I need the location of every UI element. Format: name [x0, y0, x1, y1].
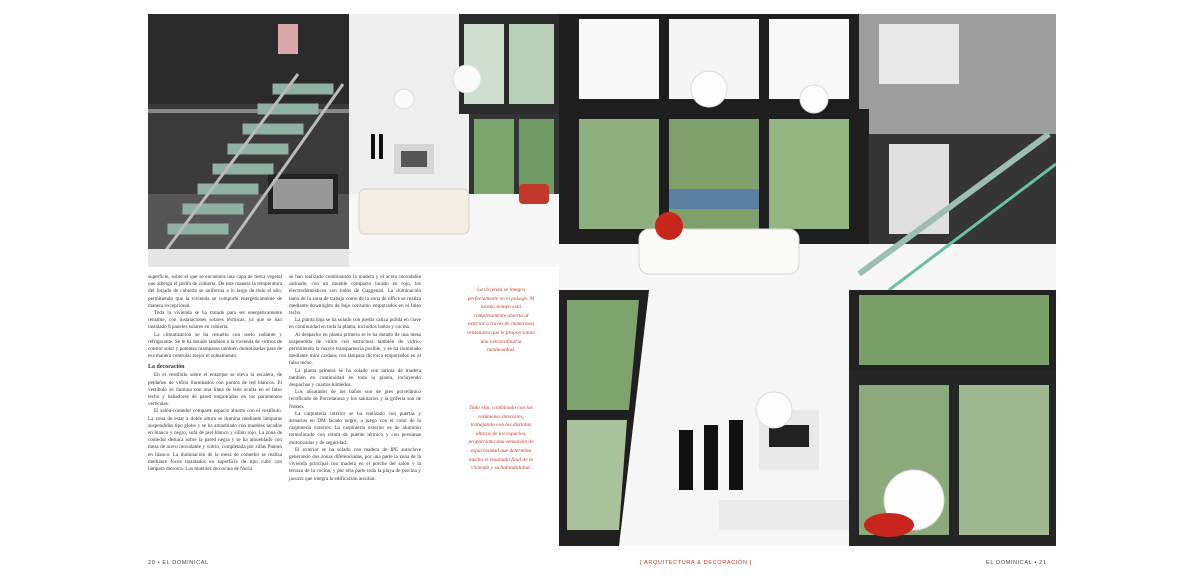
- paragraph: En el vestíbulo sobre el entarque se eleva la escalera, de peldaños de vidrio iluminados con puntos de led blancos. El vestíbulo se ilumina con una línea de leds oculta en el falso techo y bañadores de pared empotrados en los paramentos verticales.: [148, 372, 282, 408]
- photo-staircase: [148, 14, 349, 267]
- paragraph: La climatización se ha resuelto con suelo radiante y refrigerante. Se le ha dotado también a la vivienda de vidrios de control solar y potentes mamparas también domotizadas para de esa manera controlar mejor el soleamiento.: [148, 331, 282, 360]
- paragraph: El salón-comedor comparte espacio abierto con el vestíbulo. La zona de estar a doble altura se ilumina mediante lámparas suspendidas tipo globo y se ha amueblado con muebles lacados en blanco y negro, sofá de piel blanco y sillón rojo. La zona de comedor destaca sobre la pared negra y se ha amueblado con mesa de acero inoxidable y vidrio, completada por sillas Panton en blanco. La iluminación de la mesa de comedor se realiza mediante focos instalados en superficie de tipo cubo con lámpara dicroica. Los muebles de cocina de Nuria: [148, 408, 282, 473]
- paragraph: Al despacho en planta primera se le ha dotado de una mesa suspendida de vidrio con estructura también de vidrio, permitiendo la mayor transparencia posible, y se ha iluminado mediante mini cardans con lámpara dicroica empotrados en el falso techo.: [289, 331, 421, 367]
- folio-left: 20 • EL DOMINICAL: [148, 560, 209, 566]
- section-heading: La decoración: [148, 364, 185, 371]
- photo-salon-from-above: [559, 290, 1056, 546]
- pull-quote: La vivienda se integra perfectamente en el paisaje. Al mismo tiempo está completamente abierta al exterior a través de numerosos ventanales que le proporcionan una extraordinaria luminosidad.: [466, 287, 536, 354]
- paragraph: La planta baja se ha solado con piedra caliza pulida en clave en continuidad en toda la planta, incluidos baños y cocina.: [289, 317, 421, 331]
- paragraph: Los alicatados de los baños son de gres porcelánico rectificado de Porcelanosa y los sanitarios y la grifería son de Noken.: [289, 389, 421, 410]
- paragraph: superficie, sobre el que se encuentra una capa de tierra vegetal que alberga el jardín de cubierta. De este manera la temperatura del forjado de cubierta se uniforma a lo largo de todo el año, permitiendo que la vivienda se comporte energéticamente de manera excepcional.: [148, 274, 282, 309]
- photo-double-height-salon: [559, 14, 1056, 290]
- pull-quote: Todo ello, combinado con los volúmenes interiores, trabajando con las distintas alturas de los espacios, proporciona una sensación de espaciosidad que determina mucho el resultado final de la vivienda y su habitabilidad.: [468, 405, 534, 472]
- photo-living-room: [349, 14, 559, 267]
- article-column-left: [148, 274, 282, 473]
- paragraph: se han realizado combinando la madera y el acero inoxidable satinado, con un mueble compacto lacado en rojo, los electrodomésticos son todos de Gaggenau. La iluminación tanto de la zona de trabajo como de la zona de office se realiza mediante downlights de bajo consumo empotrados en el falso techo.: [289, 274, 421, 317]
- paragraph: La planta primera se ha solado con tarima de madera también en continuidad en toda la planta, incluyendo despachos y cuartos húmedos.: [289, 367, 421, 389]
- paragraph: La carpintería interior se ha realizado con puertas y armarios en DM lacado negro, a juego con el color de la carpintería exterior. La carpintería exterior es de aluminio termolacado con rotura de puente térmico y con persianas motorizadas y de seguridad.: [289, 410, 421, 446]
- paragraph: El exterior se ha solado con madera de IPE autoclave generando dos zonas diferenciadas, por una parte la zona de la vivienda principal con madera en el porche del salón y la terraza de la cocina, y por otra parte toda la playa de piscina y jacuzzi que integra la edificación auxiliar.: [289, 446, 421, 482]
- section-label: [ ARQUITECTURA & DECORACIÓN ]: [640, 560, 752, 566]
- folio-right: EL DOMINICAL • 21: [986, 560, 1047, 566]
- article-column-right: [289, 274, 421, 483]
- paragraph: Toda la vivienda se ha tratado para ser energéticamente rentable, con instalaciones solares térmicas, ya que se han instalado 8 paneles solares en cubierta.: [148, 310, 282, 331]
